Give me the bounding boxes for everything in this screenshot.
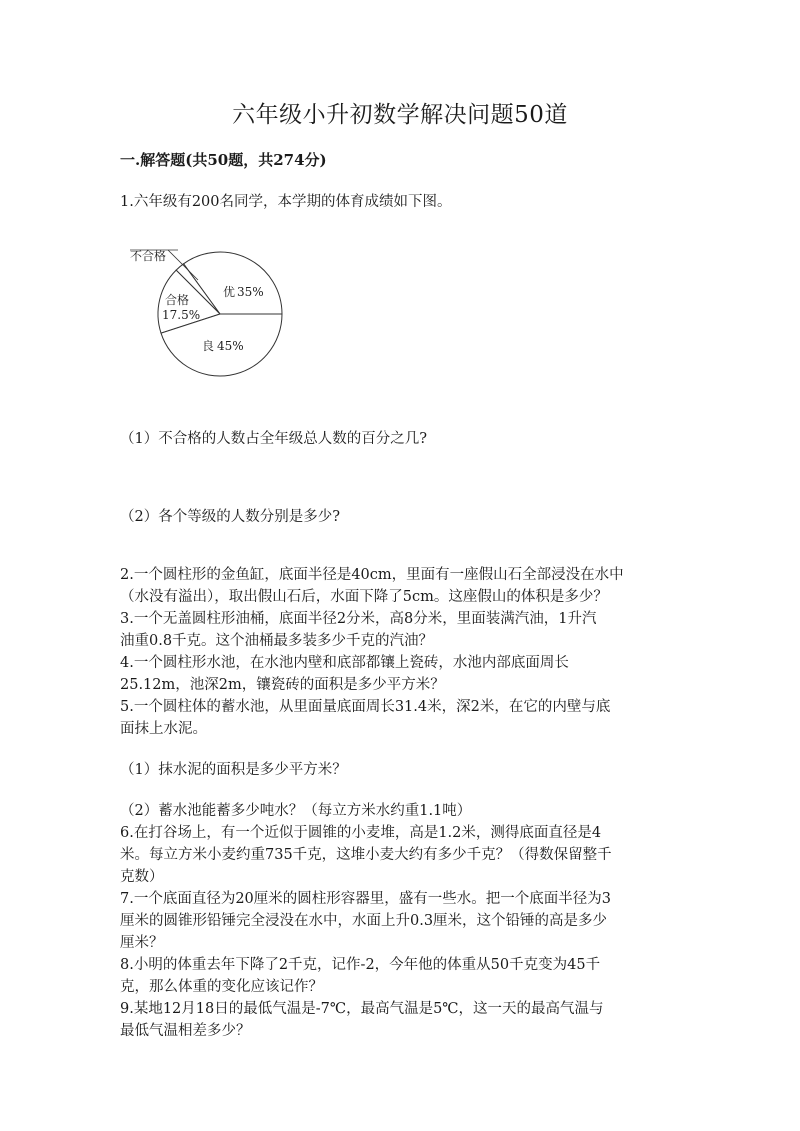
question-9-line-2: 最低气温相差多少？: [120, 1023, 251, 1039]
question-6-line-2: 米。每立方米小麦约重735千克，这堆小麦大约有多少千克？（得数保留整千: [120, 847, 612, 863]
question-7-line-1: 7.一个底面直径为20厘米的圆柱形容器里，盛有一些水。把一个底面半径为3: [120, 891, 612, 907]
question-2-line-2: （水没有溢出），取出假山石后，水面下降了5cm。这座假山的体积是多少？: [120, 589, 608, 605]
question-2-line-1: 2.一个圆柱形的金鱼缸，底面半径是40cm，里面有一座假山石全部浸没在水中: [120, 567, 624, 583]
slice-value-you: 35%: [237, 285, 264, 299]
slice-value-liang: 45%: [217, 339, 244, 353]
question-6-line-3: 克数）: [120, 869, 164, 885]
question-4-line-2: 25.12m，池深2m，镶瓷砖的面积是多少平方米？: [120, 677, 445, 693]
question-9-line-1: 9.某地12月18日的最低气温是-7℃，最高气温是5℃，这一天的最高气温与: [120, 1001, 604, 1017]
slice-value-hege: 17.5%: [162, 308, 201, 322]
question-1-part-2: （2）各个等级的人数分别是多少?: [120, 509, 340, 525]
question-1-part-1: （1）不合格的人数占全年级总人数的百分之几?: [120, 431, 427, 447]
grade-pie-chart: [120, 238, 300, 388]
question-7-line-3: 厘米？: [120, 935, 164, 951]
question-5-part-2: （2）蓄水池能蓄多少吨水？（每立方米水约重1.1吨）: [120, 803, 472, 819]
section-heading: 一.解答题(共50题，共274分): [120, 151, 327, 169]
question-3-line-2: 油重0.8千克。这个油桶最多装多少千克的汽油？: [120, 633, 434, 649]
slice-label-bujige: 不合格: [130, 249, 167, 263]
slice-label-you: 优: [223, 285, 236, 299]
question-3-line-1: 3.一个无盖圆柱形油桶，底面半径2分米，高8分米，里面装满汽油，1升汽: [120, 611, 597, 627]
question-4-line-1: 4.一个圆柱形水池，在水池内壁和底部都镶上瓷砖，水池内部底面周长: [120, 655, 569, 671]
page-title: 六年级小升初数学解决问题50道: [232, 102, 568, 128]
question-8-line-1: 8.小明的体重去年下降了2千克，记作-2，今年他的体重从50千克变为45千: [120, 957, 601, 973]
question-6-line-1: 6.在打谷场上，有一个近似于圆锥的小麦堆，高是1.2米，测得底面直径是4: [120, 825, 602, 841]
question-1-text: 1.六年级有200名同学，本学期的体育成绩如下图。: [120, 194, 452, 210]
question-5-line-2: 面抹上水泥。: [120, 721, 207, 737]
question-8-line-2: 克，那么体重的变化应该记作？: [120, 979, 323, 995]
question-5-line-1: 5.一个圆柱体的蓄水池，从里面量底面周长31.4米，深2米，在它的内壁与底: [120, 699, 611, 715]
slice-label-hege: 合格: [165, 293, 190, 307]
question-5-part-1: （1）抹水泥的面积是多少平方米？: [120, 762, 347, 778]
slice-label-liang: 良: [202, 339, 215, 353]
question-7-line-2: 厘米的圆锥形铅锤完全浸没在水中，水面上升0.3厘米，这个铅锤的高是多少: [120, 913, 608, 929]
